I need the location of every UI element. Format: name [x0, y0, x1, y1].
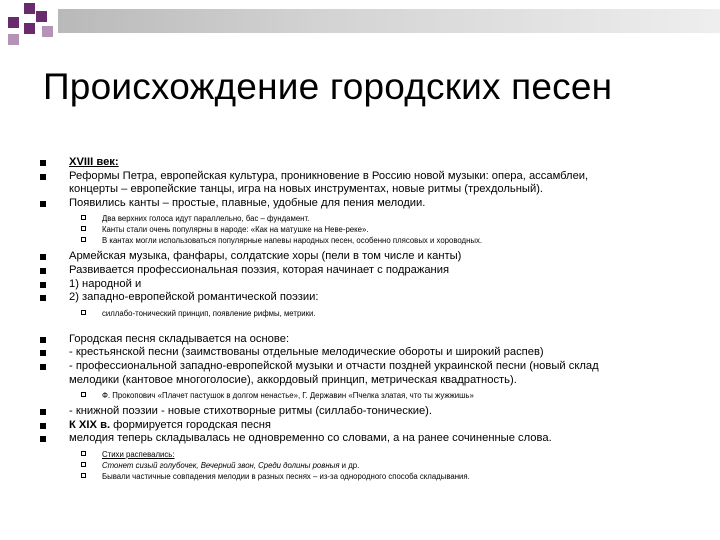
sub-bullet-item	[40, 308, 700, 319]
bullet-text: Стонет сизый голубочек, Вечерний звон, Среди долины ровныя	[102, 460, 340, 470]
bullet-text: XVIII век:	[69, 156, 119, 168]
bullet-text: 1) народной и	[69, 277, 142, 290]
bullet-item	[40, 333, 700, 347]
square-bullet-icon	[40, 337, 46, 343]
bullet-item	[40, 419, 700, 433]
sub-bullet-item	[40, 471, 700, 482]
bullet-item	[40, 405, 700, 419]
bullet-item	[40, 250, 700, 264]
square-bullet-icon	[40, 174, 46, 180]
bullet-text: Появились канты – простые, плавные, удобные для пения мелодии.	[69, 196, 426, 209]
bullet-text: мелодики (кантовое многоголосие), аккордовый принцип, метрическая квадратность).	[69, 373, 517, 386]
hollow-square-bullet-icon	[81, 310, 86, 315]
hollow-square-bullet-icon	[81, 392, 86, 397]
accent-square	[42, 26, 53, 37]
square-bullet-icon	[40, 201, 46, 207]
square-bullet-icon	[40, 436, 46, 442]
accent-square	[24, 3, 35, 14]
bullet-text: 2) западно-европейской романтической поэзии:	[69, 291, 319, 304]
bullet-item	[40, 170, 700, 184]
bullet-text: Реформы Петра, европейская культура, проникновение в Россию новой музыки: опера, ассамблеи,	[69, 169, 589, 182]
hollow-square-bullet-icon	[81, 451, 86, 456]
bullet-text: Канты стали очень популярны в народе: «Как на матушке на Неве-реке».	[102, 225, 369, 235]
bullet-item	[40, 278, 700, 292]
bullet-text: - профессиональной западно-европейской музыки и отчасти поздней украинской песни (новый склад	[69, 359, 599, 372]
bullet-text: формируется городская песня	[110, 418, 271, 431]
section-gap	[40, 319, 700, 333]
sub-bullet-item	[40, 449, 700, 460]
bullet-item	[40, 183, 700, 197]
bullet-text: Ф. Прокопович «Плачет пастушок в долгом ненастье», Г. Державин «Пчелка златая, что ты жужжишь»	[102, 391, 474, 401]
square-bullet-icon	[40, 268, 46, 274]
hollow-square-bullet-icon	[81, 215, 86, 220]
accent-square	[24, 23, 35, 34]
bullet-text: - крестьянской песни (заимствованы отдельные мелодические обороты и широкий распев)	[69, 346, 544, 359]
square-bullet-icon	[40, 364, 46, 370]
hollow-square-bullet-icon	[81, 473, 86, 478]
bullet-item	[40, 346, 700, 360]
sub-bullet-item	[40, 213, 700, 224]
slide-body	[40, 156, 700, 482]
bullet-item	[40, 156, 700, 170]
bullet-item	[40, 360, 700, 374]
bullet-text: В кантах могли использоваться популярные напевы народных песен, особенно плясовых и хороводных.	[102, 236, 483, 246]
hollow-square-bullet-icon	[81, 462, 86, 467]
sub-bullet-item	[40, 235, 700, 246]
bullet-item	[40, 264, 700, 278]
square-bullet-icon	[40, 295, 46, 301]
bullet-text: Армейская музыка, фанфары, солдатские хоры (пели в том числе и канты)	[69, 250, 462, 263]
bullet-text: К XIX в.	[69, 418, 111, 431]
sub-bullet-item	[40, 460, 700, 471]
bullet-text: силлабо-тонический принцип, появление рифмы, метрики.	[102, 308, 316, 318]
bullet-text: Два верхних голоса идут параллельно, бас – фундамент.	[102, 214, 310, 224]
square-bullet-icon	[40, 254, 46, 260]
hollow-square-bullet-icon	[81, 237, 86, 242]
square-bullet-icon	[40, 282, 46, 288]
bullet-text: Развивается профессиональная поэзия, которая начинает с подражания	[69, 263, 450, 276]
bullet-item	[40, 291, 700, 305]
bullet-text: Бывали частичные совпадения мелодии в разных песнях – из-за однородного способа складывания.	[102, 471, 470, 481]
bullet-text: концерты – европейские танцы, игра на новых инструментах, новые ритмы (трехдольный).	[69, 183, 544, 196]
accent-square	[8, 34, 19, 45]
bullet-item	[40, 432, 700, 446]
bullet-item	[40, 197, 700, 211]
square-bullet-icon	[40, 409, 46, 415]
accent-square	[36, 11, 47, 22]
accent-square	[8, 17, 19, 28]
bullet-text: и др.	[339, 460, 360, 470]
square-bullet-icon	[40, 350, 46, 356]
bullet-item	[40, 374, 700, 388]
bullet-text: Городская песня складывается на основе:	[69, 332, 290, 345]
bullet-text: Стихи распевались:	[102, 449, 175, 459]
title-bar-gradient	[58, 9, 720, 33]
sub-bullet-item	[40, 224, 700, 235]
square-bullet-icon	[40, 160, 46, 166]
bullet-text: - книжной поэзии - новые стихотворные ритмы (силлабо-тонические).	[69, 405, 433, 418]
slide-title: Происхождение городских песен	[43, 66, 613, 107]
hollow-square-bullet-icon	[81, 226, 86, 231]
square-bullet-icon	[40, 423, 46, 429]
bullet-text: мелодия теперь складывалась не одновременно со словами, а на ранее сочиненные слова.	[69, 432, 552, 445]
sub-bullet-item	[40, 390, 700, 401]
